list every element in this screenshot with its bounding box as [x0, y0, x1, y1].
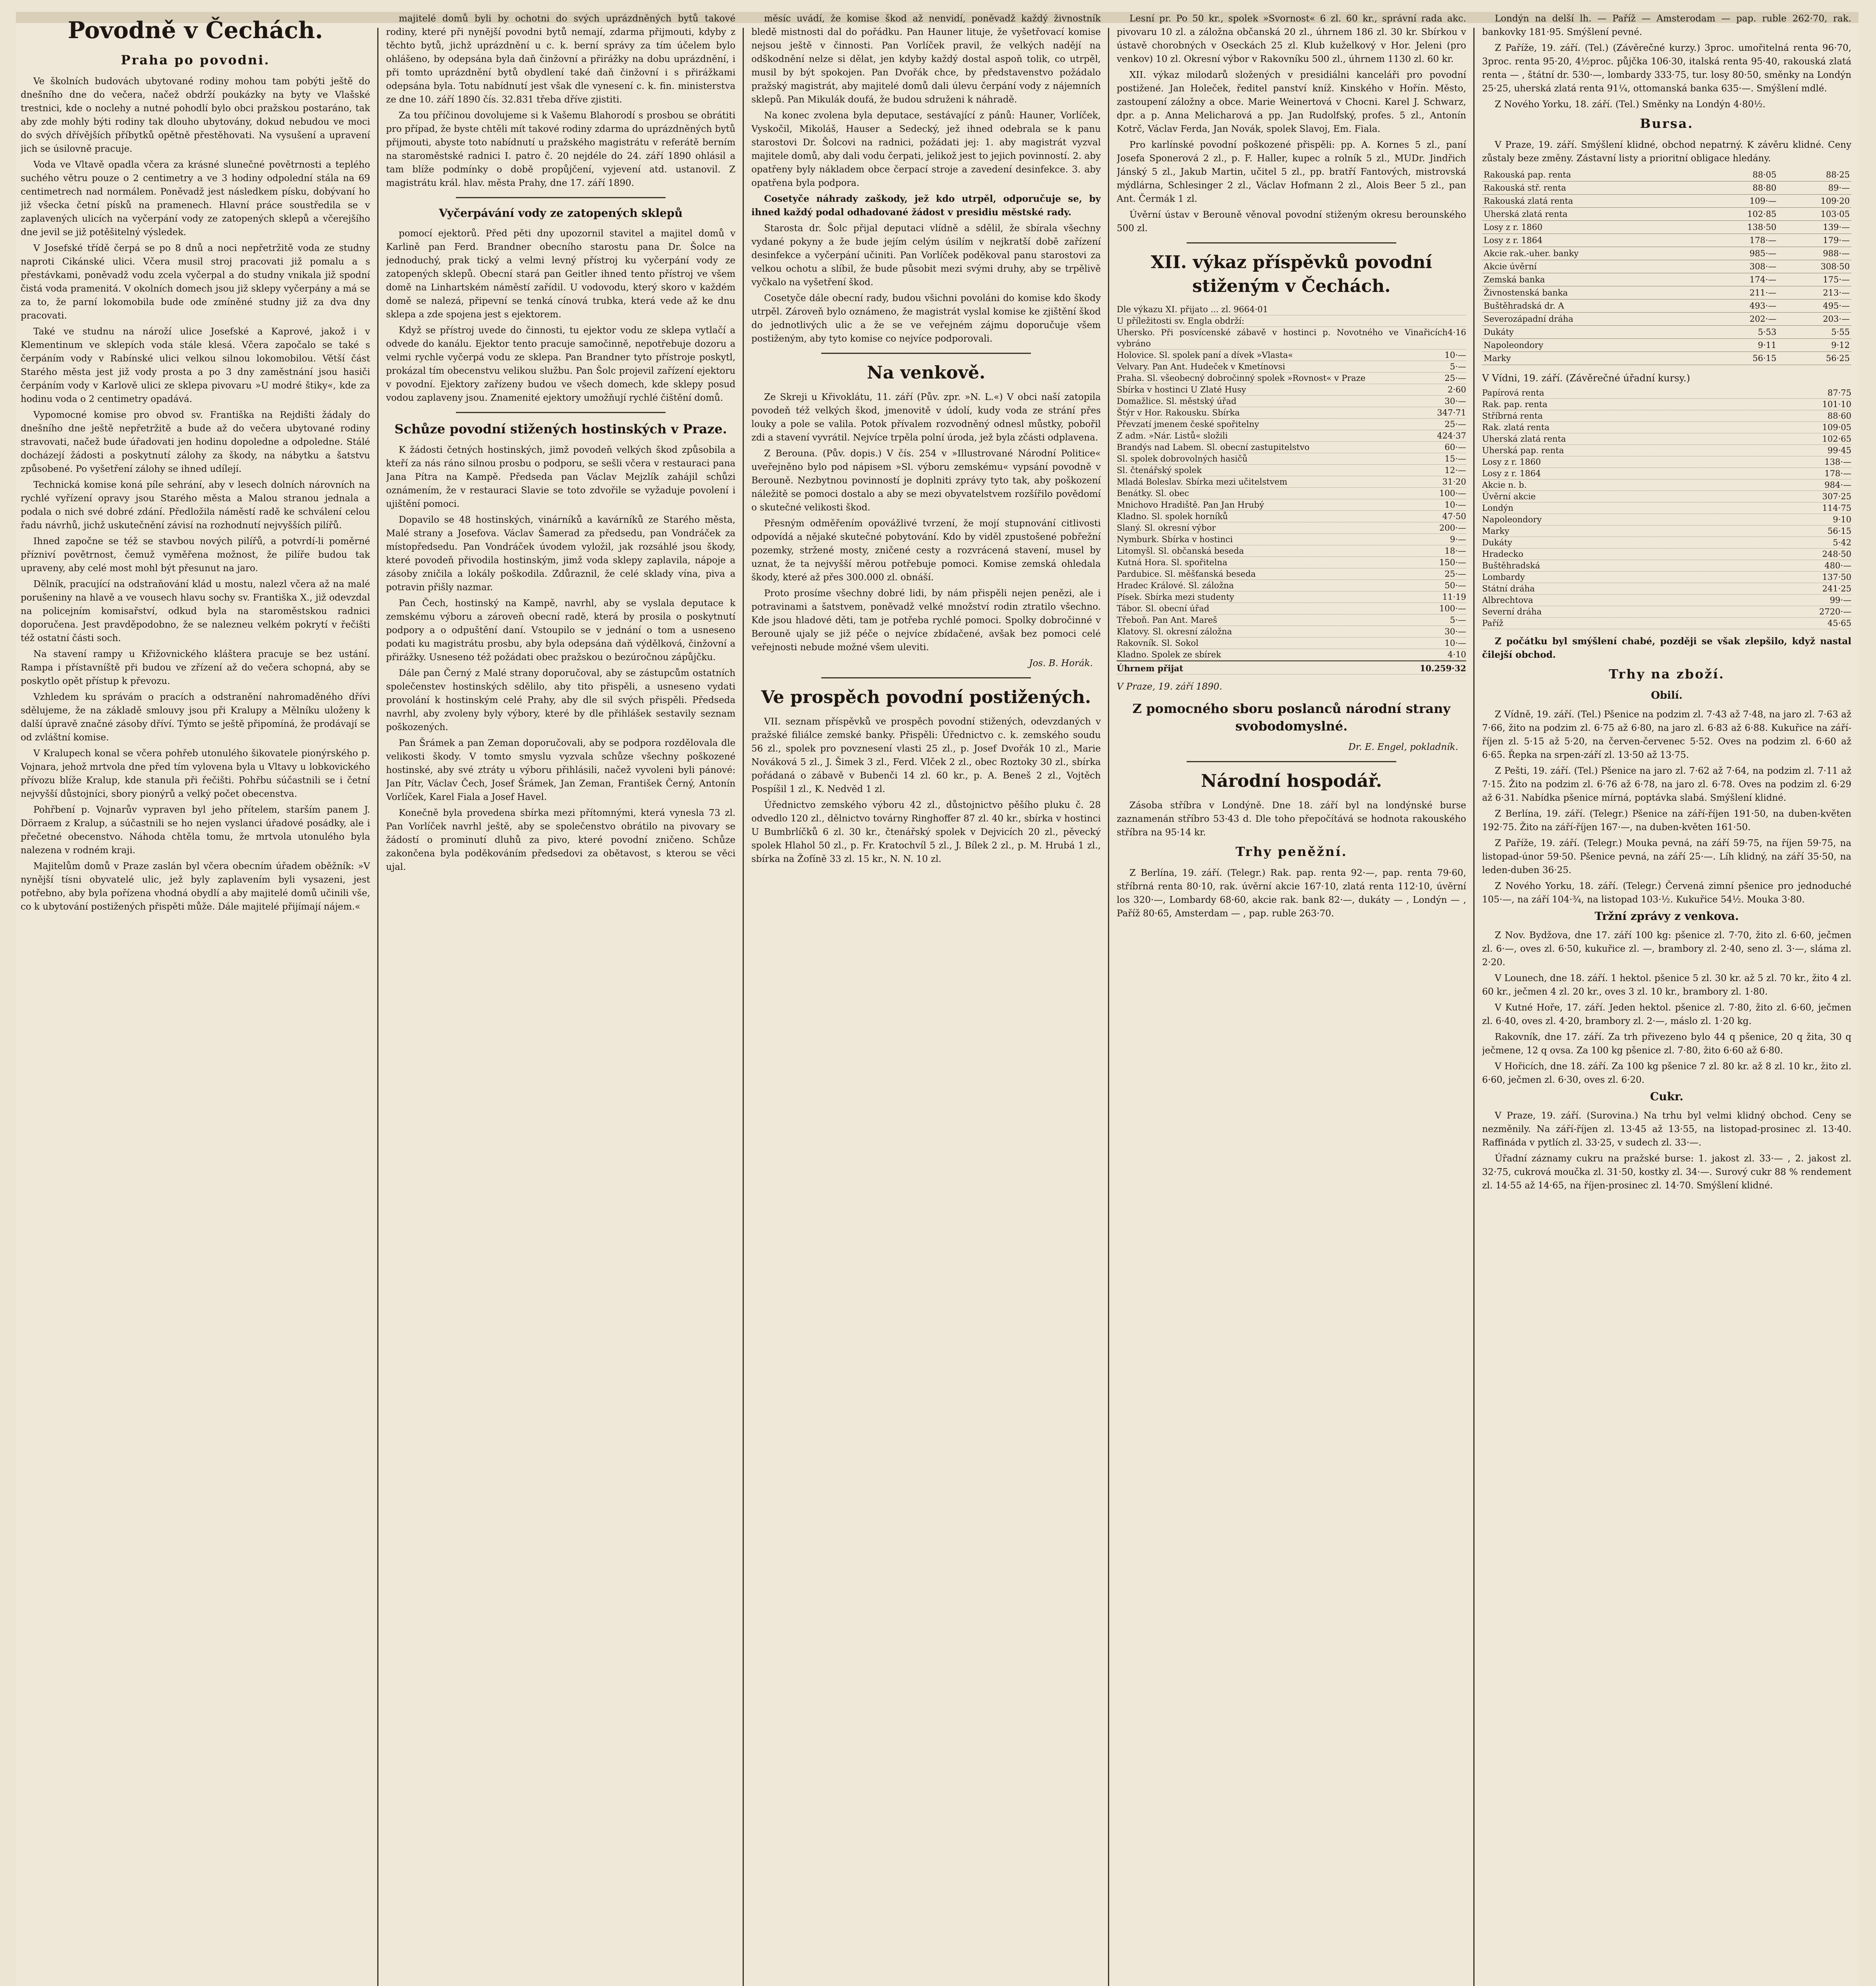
table-row: Severozápadní dráha 202·— 203·— — [1482, 313, 1851, 326]
paragraph: Pro karlínské povodní poškozené přispěli: pp. A. Kornes 5 zl., paní Josefa Sponerová 2 zl., p. F. Haller, kupec a rolník 5 zl., MUDr. Jindřich Jánský 5 zl., Jakub Martin, učitel 5 zl., pp. bratří Fantových, mistrovská mýdlárna, Schlesinger 2 zl., Václav Hofmann 2 zl., Alois Beer 5 zl., pan Ant. Čermák 1 zl. — [1117, 140, 1466, 204]
separator — [456, 412, 666, 413]
table-row: Živnostenská banka 211·— 213·— — [1482, 286, 1851, 299]
column-3 — [751, 12, 1101, 1986]
separator — [821, 353, 1031, 354]
paragraph: Majitelům domů v Praze zaslán byl včera obecním úřadem oběžník: »V nynější tísni obyvatelé ulic, jež byly zaplavením byli vysazeni, jest potřebno, aby byla pořízena vhodná obydlí a aby majitelé domů učinili vše, co k ubytování postižených přispěti může. Dále majitelé přijímají nájem.« — [21, 861, 370, 912]
rate-row: Hradecko 248·50 — [1482, 549, 1851, 560]
column-4 — [1117, 12, 1466, 1986]
paragraph: Lesní pr. Po 50 kr., spolek »Svornost« 6 zl. 60 kr., správní rada akc. pivovaru 10 zl. a záložna občanská 20 zl., úhrnem 186 zl. 30 kr. Sbírkou v ústavě chorobných v Oseckách 25 zl. Klub kuželkový v Hor. Jeleni (pro venkov) 10 zl. Okresní výbor v Rakovníku 500 zl., úhrnem 1130 zl. 60 kr. — [1117, 14, 1466, 64]
separator — [456, 197, 666, 198]
paragraph: Technická komise koná píle sehrání, aby v lesech dolních nárovních na rychlé vyřízení opravy jsou Starého města a Malou stranou jednala a podala o nich své dobré zdání. Předložila náměstí radě ke schválení celou řadu návrhů, jichž uskutečnění závisí na rozhodnutí nejvyšších pilířů. — [21, 480, 370, 531]
donation-row: Domažlice. Sl. městský úřad 30·— — [1117, 396, 1466, 407]
donation-row: Litomyšl. Sl. občanská beseda 18·— — [1117, 545, 1466, 557]
donation-row: Mnichovo Hradiště. Pan Jan Hrubý 10·— — [1117, 499, 1466, 511]
article-heading: Ve prospěch povodní postižených. — [761, 687, 1091, 707]
paragraph: Ve školních budovách ubytované rodiny mohou tam pobýti ještě do dnešního dne do večera, načež obdrží poukázky na byty ve Vlašské trestnici, kde o noclehy a nutné pohodlí bylo obci pražskou postaráno, tak aby zde mohly býti rodiny tak dlouho ubytovány, dokud nebudou ve moci do svých dřívějších příbytků opětně přestěhovati. Na vysušení a upravení jich se úsilovně pracuje. — [21, 76, 370, 154]
table-row: Dukáty 5·53 5·55 — [1482, 326, 1851, 339]
paragraph: Z počátku byl smýšlení chabé, později se však zlepšilo, když nastal čilejší obchod. — [1482, 636, 1851, 660]
donation-row: Kutná Hora. Sl. spořitelna 150·— — [1117, 557, 1466, 568]
donation-total: Úhrnem přijat 10.259·32 — [1117, 661, 1466, 674]
section-title: Bursa. — [1640, 116, 1694, 131]
table-row: Zemská banka 174·— 175·— — [1482, 273, 1851, 286]
rate-row: Rak. pap. renta 101·10 — [1482, 399, 1851, 410]
paragraph: V Josefské třídě čerpá se po 8 dnů a noci nepřetržitě voda ze studny naproti Cikánské ulici. Včera musil stroj pracovati již pomalu a s přestávkami, poněvadž vodu zcela vyčerpal a do studny vnikala již spodní čistá voda pramenitá. V okolních domech jsou již sklepy vyčerpány a má se za to, že parní lokomobila bude ode zmíněné studny již za dva dny pracovati. — [21, 243, 370, 321]
paragraph: Na stavení rampy u Křižovnického kláštera pracuje se bez ustání. Rampa i přístavníště při budou ve zřízení až do večera schopná, aby se poskytlo opět přístup k převozu. — [21, 649, 370, 686]
donation-row: Mladá Boleslav. Sbírka mezi učitelstvem 31·20 — [1117, 476, 1466, 488]
paragraph: Z Berlína, 19. září. (Telegr.) Rak. pap. renta 92·—, pap. renta 79·60, stříbrná renta 80·10, rak. úvěrní akcie 167·10, zlatá renta 112·10, úvěrní los 320·—, Lombardy 68·60, akcie rak. bank 82·—, dukáty — , Londýn — , Paříž 80·65, Amsterdam — , pap. ruble 263·70. — [1117, 868, 1466, 919]
signature: Dr. E. Engel, pokladník. — [1348, 742, 1458, 752]
paragraph: Starosta dr. Šolc přijal deputaci vlídně a sdělil, že sbírala všechny vydané pokyny a že bude jejím celým úsilím v nejkratší době zařízení desinfekce a vyčerpání učiniti. Pan Vorlíček poděkoval panu starostovi za velkou ochotu a slíbil, že bude působit mezi svými druhy, aby se trpělivě vyčkalo na vyšetření škod. — [751, 223, 1101, 288]
donation-row: Uhersko. Při posvícenské zábavě v hostinci p. Novotného ve Vinařicích vybráno 4·16 — [1117, 327, 1466, 350]
rate-row: Severní dráha 2720·— — [1482, 606, 1851, 618]
paragraph: Vypomocné komise pro obvod sv. Františka na Rejdišti žádaly do dnešního dne ještě nepřetržitě a bude až do večera ubytované rodiny stravovati, načež bude úřadovati jen hodinu dopoledne a odpoledne. Stálé docházejí žádosti a poskytnutí zálohy za škody, na nábytku a šatstvu způsobené. Po vyšetření zálohy se ihned udílejí. — [21, 410, 370, 474]
column-1 — [21, 12, 370, 1986]
paragraph: Cosetyče náhrady zaškody, jež kdo utrpěl, odporučuje se, by ihned každý podal odhadované žádost v presidiu městské rady. — [751, 193, 1101, 218]
article-heading: Tržní zprávy z venkova. — [1594, 910, 1739, 923]
article-heading: Z pomocného sboru poslanců národní strany svobodomyslné. — [1132, 701, 1451, 734]
paragraph: Z Berouna. (Pův. dopis.) V čís. 254 v »Illustrované Národní Politice« uveřejněno bylo pod nápisem »Sl. výboru zemskému« vypsání povodně v Berouně. Nezbytnou povinností je doplniti zprávy tyto tak, aby poškození náležitě se pomoci dostalo a aby se mezi obyvatelstvem rozšířilo povědomí o skutečné velikosti škod. — [751, 448, 1101, 513]
article-heading: Trhy peněžní. — [1235, 844, 1347, 859]
separator — [1187, 761, 1396, 762]
table-row: Rakouská zlatá renta 109·— 109·20 — [1482, 195, 1851, 208]
rate-row: Rak. zlatá renta 109·05 — [1482, 422, 1851, 433]
paragraph: Rakovník, dne 17. září. Za trh přivezeno bylo 44 q pšenice, 20 q žita, 30 q ječmene, 12 q ovsa. Za 100 kg pšenice zl. 7·80, žito 6·60 až 6·80. — [1482, 1032, 1851, 1056]
paragraph: K žádosti četných hostinských, jimž povodeň velkých škod způsobila a kteří za nás ráno silnou prosbu o podporu, se sešli včera v restauraci pana Jana Pítra na Kampě. Předseda pan Václav Mejzlík zahájil schůzi oznámením, že v restauraci Slavie se toto zdvořile se vyžaduje povolení i ujištění pomoci. — [386, 445, 735, 509]
paragraph: majitelé domů byli by ochotni do svých uprázdněných bytů takové rodiny, které při nynější povodni bytů nemají, zdarma přijmouti, kdyby z těchto bytů, jichž uprázdnění u c. k. berní správy za tím účelem bylo ohlášeno, by odepsána byla daň činžovní a přirážky na dobu uprázdnění, i při tomto uprázdnění bytů obydlení také daň činžovní i s přirážkami odepsána byla. Totu nabídnutí jest však dle vynesení c. k. fin. ministerstva ze dne 10. září 1890 čís. 32.831 třeba dříve zjistiti. — [386, 14, 735, 105]
paragraph: Za tou příčinou dovolujeme si k Vašemu Blahorodí s prosbou se obrátiti pro případ, že byste chtěli mít takové rodiny zdarma do uprázdněných bytů přijmouti, abyste toto nabídnutí u pražského magistrátu v referátě berním na staroměstské radnici I. patro č. 20 nejdéle do 24. září 1890 ohlásil a tam blíže podmínky o době propůjčení, vyjevení atd. ustanovil. Z magistrátu král. hlav. města Prahy, dne 17. září 1890. — [386, 110, 735, 188]
column-2 — [386, 12, 735, 1986]
rate-row: Napoleondory 9·10 — [1482, 514, 1851, 525]
dateline: V Praze, 19. září 1890. — [1117, 682, 1222, 692]
rate-row: Uherská pap. renta 99·45 — [1482, 445, 1851, 456]
article-heading: Na venkově. — [867, 363, 986, 383]
table-row: Losy z r. 1864 178·— 179·— — [1482, 234, 1851, 247]
rate-row: Londýn 114·75 — [1482, 502, 1851, 514]
donation-row: Sbírka v hostinci U Zlaté Husy 2·60 — [1117, 384, 1466, 396]
list-item: Dle výkazu XI. přijato ... zl. 9664·01 — [1117, 304, 1466, 315]
rate-row: Paříž 45·65 — [1482, 618, 1851, 629]
paragraph: Z Pešti, 19. září. (Tel.) Pšenice na jaro zl. 7·62 až 7·64, na podzim zl. 7·11 až 7·15. Žito na podzim zl. 6·76 až 6·78, na jaro zl. 6·78. Oves na podzim zl. 6·29 až 6·31. Nabídka pšenice mírná, poptávka slabá. Smýšlení klidné. — [1482, 766, 1851, 803]
rate-row: Uherská zlatá renta 102·65 — [1482, 433, 1851, 445]
donation-row: U příležitosti sv. Engla obdrží: — [1117, 315, 1466, 327]
signature: Jos. B. Horák. — [1029, 658, 1093, 668]
column-5 — [1482, 12, 1851, 1986]
donation-row: Třeboň. Pan Ant. Mareš 5·— — [1117, 614, 1466, 626]
paragraph: Z Vídně, 19. září. (Tel.) Pšenice na podzim zl. 7·43 až 7·48, na jaro zl. 7·63 až 7·66, žito na podzim zl. 6·75 až 6·80, na jaro zl. 6·83 až 6·88. Kukuřice na září-říjen zl. 5·15 až 5·20, na červen-červenec 5·52. Oves na podzim zl. 6·60 až 6·65. Řepka na srpen-září zl. 13·50 až 13·75. — [1482, 709, 1851, 760]
paragraph: Z Berlína, 19. září. (Telegr.) Pšenice na září-říjen 191·50, na duben-květen 192·75. Žito na září-říjen 167·—, na duben-květen 161·50. — [1482, 809, 1851, 833]
paragraph: Dále pan Černý z Malé strany doporučoval, aby se zástupcům ostatních společenstev hostinských sdělilo, aby tito přispěli, a usneseno vydati provolání k hostinským celé Prahy, aby dle sil svých přispěli. Předseda navrhl, aby zvoleny byly výbory, které by dle přihlášek sestavily seznam poškozených. — [386, 668, 735, 732]
table-row: Losy z r. 1860 138·50 139·— — [1482, 221, 1851, 234]
article-heading: V Vídni, 19. září. (Závěrečné úřadní kursy.) — [1482, 373, 1690, 384]
sub-title: Praha po povodni. — [121, 52, 270, 68]
paragraph: VII. seznam příspěvků ve prospěch povodní stižených, odevzdaných v pražské filiálce zemské banky. Přispěli: Úřednictvo c. k. zemského soudu 56 zl., spolek pro povznesení vlasti 25 zl., p. Josef Dvořák 10 zl., Marie Nováková 5 zl., J. Šimek 3 zl., Ferd. Vlček 2 zl., obec Roztoky 30 zl., sbírka pořádaná o zábavě v Bubenči 14 zl. 60 kr., p. A. Beneš 2 zl., Vojtěch Pospíšil 1 zl., K. Nedvěd 1 zl. — [751, 717, 1101, 794]
donation-row: Štýr v Hor. Rakousku. Sbírka 347·71 — [1117, 407, 1466, 419]
donation-row: Písek. Sbírka mezi studenty 11·19 — [1117, 591, 1466, 603]
paragraph: Z Paříže, 19. září. (Tel.) (Závěrečné kurzy.) 3proc. umořitelná renta 96·70, 3proc. renta 95·20, 4½proc. půjčka 106·30, italská renta 95·40, rakouská zlatá renta — , štátní dr. 530·—, lombardy 333·75, tur. losy 80·50, směnky na Londýn 25·25, uherská zlatá renta 91¼, ottomanská banka 635·—. Smýšlení mdlé. — [1482, 43, 1851, 94]
column-rule — [377, 28, 378, 1986]
donation-row: Praha. Sl. všeobecný dobročinný spolek »Rovnost« v Praze 25·— — [1117, 373, 1466, 384]
section-title: Povodně v Čechách. — [68, 17, 323, 44]
paragraph: Cosetyče dále obecní rady, budou všichni povoláni do komise kdo škody utrpěl. Zároveň bylo oznámeno, že magistrát vyslal komise ke zjištění škod do jednotlivých ulic a že se ve veřejném zájmu doporučuje všem postiženým, aby tyto komise co nejvíce podporovali. — [751, 293, 1101, 344]
paragraph: Dělník, pracující na odstraňování klád u mostu, nalezl včera až na malé porušeniny na hlavě a ve vousech hlavu sochy sv. Františka X., již odevzdal na policejním komisařství, odkud byla na staroměstskou radnici doporučena. Jest pravděpodobno, že se nalezneu velkém pokrytí v řečišti též ostatní části soch. — [21, 579, 370, 643]
donation-list — [1117, 304, 1466, 674]
donation-row: Rakovník. Sl. Sokol 10·— — [1117, 638, 1466, 649]
paragraph: Úvěrní ústav v Berouně věnoval povodní stiženým okresu berounského 500 zl. — [1117, 210, 1466, 234]
rate-row: Losy z r. 1864 178·— — [1482, 468, 1851, 479]
rate-row: Dukáty 5·42 — [1482, 537, 1851, 549]
paragraph: Úřadní záznamy cukru na pražské burse: 1. jakost zl. 33·— , 2. jakost zl. 32·75, cukrová moučka zl. 31·50, kostky zl. 34·—. Surový cukr 88 % rendement zl. 14·55 až 14·65, na říjen-prosinec zl. 14·70. Smýšlení klidné. — [1482, 1153, 1851, 1191]
paragraph: Z Paříže, 19. září. (Telegr.) Mouka pevná, na září 59·75, na říjen 59·75, na listopad-únor 59·50. Pšenice pevná, na září 25·—. Líh klidný, na září 35·50, na leden-duben 36·25. — [1482, 838, 1851, 875]
paragraph: Také ve studnu na nároží ulice Josefské a Kaprové, jakož i v Klementinum ve sklepích voda stále klesá. Včera započalo se také s čerpáním vody v Rabínské ulici velkou silnou lokomobilou. Větší část Starého města jest již vody prosta a po 3 dny zaměstnání jsou hasiči čerpáním vody v Karlově ulici ze sklepa pivovaru »U modré štiky«, kde za hodinu voda o 2 centimetry opadává. — [21, 326, 370, 404]
paragraph: Z Nového Yorku, 18. září. (Tel.) Směnky na Londýn 4·80½. — [1495, 99, 1766, 110]
rate-row: Buštěhradská 480·— — [1482, 560, 1851, 572]
donation-row: Tábor. Sl. obecní úřad 100·— — [1117, 603, 1466, 614]
paragraph: Úřednictvo zemského výboru 42 zl., důstojnictvo pěšího pluku č. 28 odvedlo 120 zl., dělnictvo továrny Ringhoffer 87 zl. 40 kr., sbírka v hostinci U Bumbrlíčků 6 zl. 30 kr., čtenářský spolek v Dejvicích 20 zl., pěvecký spolek Hlahol 50 zl., p. Fr. Kratochvíl 5 zl., J. Bílek 2 zl., p. M. Hrubá 1 zl., sbírka na Žofíně 33 zl. 15 kr., N. N. 10 zl. — [751, 800, 1101, 864]
paragraph: V Hořicích, dne 18. září. Za 100 kg pšenice 7 zl. 80 kr. až 8 zl. 10 kr., žito zl. 6·60, ječmen zl. 6·30, oves zl. 6·20. — [1482, 1061, 1851, 1085]
column-rule — [1108, 28, 1109, 1986]
paragraph: Proto prosíme všechny dobré lidi, by nám přispěli nejen penězi, ale i potravinami a šatstvem, poněvadž velké množství rodin ztratilo všechno. Kde jsou hladové děti, tam je potřeba rychlé pomoci. Spolky dobročinné v Berouně ujaly se již péče o nejvíce zbídačené, avšak bez pomoci celé veřejnosti nebude možné všem uleviti. — [751, 588, 1101, 653]
table-row: Buštěhradská dr. A 493·— 495·— — [1482, 299, 1851, 313]
section-title: Trhy na zboží. — [1609, 667, 1725, 682]
paragraph: pomocí ejektorů. Před pěti dny upozornil stavitel a majitel domů v Karlině pan Ferd. Brandner obecního starostu pana Dr. Šolce na jednoduchý, prak tický a velmi levný přístroj ku vyčerpání vody ze zatopených sklepů. Obecní stará pan Geitler ihned tento přístroj ve všem domě na Linhartském náměstí zařídil. U vodovodu, který skoro v každém domě se nalezá, připevní se tenká cínová trubka, která vede až ke dnu sklepa a zde spojena jest s ejektorem. — [386, 228, 735, 320]
vienna-rates — [1482, 387, 1851, 629]
donation-row: Pardubice. Sl. měšťanská beseda 25·— — [1117, 568, 1466, 580]
donation-row: Sl. čtenářský spolek 12·— — [1117, 465, 1466, 476]
table-row: Marky 56·15 56·25 — [1482, 352, 1851, 365]
table-row: Rakouská stř. renta 88·80 89·— — [1482, 182, 1851, 195]
donation-row: Slaný. Sl. okresní výbor 200·— — [1117, 522, 1466, 534]
donation-row: Sl. spolek dobrovolných hasičů 15·— — [1117, 453, 1466, 465]
paragraph: Konečně byla provedena sbírka mezi přítomnými, která vynesla 73 zl. Pan Vorlíček navrhl ještě, aby se společenstvo obrátilo na pivovary se žádostí o prominutí dluhů za pivo, které povodní zničeno. Schůze zakončena byla poděkováním předsedovi za obětavost, s kterou se věci ujal. — [386, 808, 735, 872]
paragraph: V Praze, 19. září. Smýšlení klidné, obchod nepatrný. K závěru klidné. Ceny zůstaly beze změny. Zástavní listy a prioritní obligace hledány. — [1482, 140, 1851, 164]
paragraph: Pohřbení p. Vojnarův vypraven byl jeho přítelem, starším panem J. Dörraem z Kralup, a súčastnili se ho nejen vyslanci úřadové posádky, ale i přečetné obecenstvo. Náhoda chtěla tomu, že mrtvola utonulého byla nalezena v rodném kraji. — [21, 805, 370, 856]
donation-row: Hradec Králové. Sl. záložna 50·— — [1117, 580, 1466, 591]
donation-row: Kladno. Sl. spolek horníků 47·50 — [1117, 511, 1466, 522]
table-row: Akcie rak.-uher. banky 985·— 988·— — [1482, 247, 1851, 260]
paragraph: V Lounech, dne 18. září. 1 hektol. pšenice 5 zl. 30 kr. až 5 zl. 70 kr., žito 4 zl. 60 kr., ječmen 4 zl. 20 kr., oves 3 zl. 10 kr., brambory zl. 1·80. — [1482, 973, 1851, 997]
newspaper-page — [16, 12, 1859, 1986]
paragraph: Na konec zvolena byla deputace, sestávající z pánů: Hauner, Vorlíček, Vyskočil, Mikoláš, Hauser a Sedecký, jež ihned odebrala se k panu starostovi Dr. Šolcovi na radnici, požádati jej: 1. aby magistrát vyzval majitele domů, aby dali vodu čerpati, jelikož jest to jejich povinností. 2. aby opatřeny byly nákladem obce čerpací stroje a zavedení desinfekce. 3. aby opatřena byla podpora. — [751, 110, 1101, 188]
table-row: Akcie úvěrní 308·— 308·50 — [1482, 260, 1851, 273]
paragraph: Ihned započne se též se stavbou nových pilířů, a potvrdí-li poměrné přízniví povětrnost, čemuž vyměřena možnost, že pilíře budou tak upraveny, aby celé most mohl být přesunut na jaro. — [21, 536, 370, 574]
donation-row: Brandýs nad Labem. Sl. obecní zastupitelstvo 60·— — [1117, 442, 1466, 453]
article-heading: XII. výkaz příspěvků povodní stiženým v Čechách. — [1150, 252, 1432, 296]
paragraph: V Kralupech konal se včera pohřeb utonulého šikovatele pionýrského p. Vojnara, jehož mrtvola dne před tím vylovena byla u Vltavy u lobkovického přívozu blíže Kralup, kde stanula při řečišti. Pohřbu súčastnili se i četní nejvyšší důstojníci, sbory pionýrů a velký počet obecenstva. — [21, 748, 370, 799]
paragraph: Dopavilo se 48 hostinských, vinárníků a kavárníků ze Starého města, Malé strany a Josefova. Václav Šamerad za předsedu, pan Vondráček za místopředsedu. Pan Vondráček úvodem vyložil, jak rozsáhlé jsou škody, které povodeň přivodila hostinským, jimž voda sklepy zaplavila, nápoje a zásoby zničila a lokály poškodila. Zdůraznil, že celé sklady vína, piva a potravin přišly nazmar. — [386, 515, 735, 593]
paragraph: Přesným odměřením opovážlivé tvrzení, že mojí stupnování citlivosti odpovídá a nějaké skutečné pobytování. Kdo by viděl zpustošené pobřežní pozemky, stržené mosty, zničené cesty a rozvrácená stavení, musel by uznat, že ta nejvyšší měrou potřebuje pomoci. Komise zemská ohledala škody, které až přes 300.000 zl. obnáší. — [751, 518, 1101, 583]
donation-row: Benátky. Sl. obec 100·— — [1117, 488, 1466, 499]
paragraph: Z Nov. Bydžova, dne 17. září 100 kg: pšenice zl. 7·70, žito zl. 6·60, ječmen zl. 6·—, oves zl. 6·50, kukuřice zl. —, brambory zl. 2·40, seno zl. 3·—, sláma zl. 2·20. — [1482, 930, 1851, 968]
rate-row: Úvěrní akcie 307·25 — [1482, 491, 1851, 502]
paragraph: XII. výkaz milodarů složených v presidiálni kanceláři pro povodní postižené. Jan Holeček, ředitel panství kníž. Kinského v Hořín. Město, zastoupení záložny a obce. Marie Weinertová v Chocni. Karel J. Schwarz, dpr. a p. Anna Melicharová a pp. Jan Rudolfský, profes. 5 zl., Antonín Kotrč, Václav Ferda, Jan Novák, spolek Slavoj, Em. Fiala. — [1117, 70, 1466, 134]
rate-row: Lombardy 137·50 — [1482, 572, 1851, 583]
rate-row: Stříbrná renta 88·60 — [1482, 410, 1851, 422]
table-row: Rakouská pap. renta 88·05 88·25 — [1482, 168, 1851, 182]
paragraph: V Praze, 19. září. (Surovina.) Na trhu byl velmi klidný obchod. Ceny se nezměnily. Na září-říjen zl. 13·45 až 13·55, na listopad-prosinec zl. 13·40. Raffináda v pytlích zl. 33·25, v sudech zl. 33·—. — [1482, 1111, 1851, 1148]
donation-row: Převzatí jmenem české spořitelny 25·— — [1117, 419, 1466, 430]
paragraph: Vzhledem ku správám o pracích a odstranění nahromaděného dřívi sdělujeme, že na základě smlouvy jsou při Kralupy a Mělníku uloženy k další úpravě značné zásoby dříví. Týmto se ještě připomíná, že prodávají se od zvláštní komise. — [21, 692, 370, 743]
paragraph: Ze Skreji u Křivoklátu, 11. září (Pův. zpr. »N. L.«) V obci naší zatopila povodeň též velkých škod, jmenovitě v údolí, kudy voda ze strání přes louky a pole se valila. Potok přívalem rozvodněný odnesl můstky, pobořil zdi a stavení vyvrátil. Nejvíce trpěla polní úroda, jež byla zčásti odplavena. — [751, 392, 1101, 443]
donation-row: Kladno. Spolek ze sbírek 4·10 — [1117, 649, 1466, 661]
article-heading: Cukr. — [1650, 1090, 1683, 1103]
separator — [821, 677, 1031, 678]
bourse-table — [1482, 168, 1851, 365]
article-heading: Schůze povodní stižených hostinských v Praze. — [394, 421, 727, 437]
rate-row: Albrechtova 99·— — [1482, 595, 1851, 606]
donation-row: Velvary. Pan Ant. Hudeček v Kmetínovsi 5·— — [1117, 361, 1466, 373]
donation-rows — [1117, 315, 1466, 661]
section-title: Národní hospodář. — [1200, 771, 1382, 791]
rate-row: Státní dráha 241·25 — [1482, 583, 1851, 595]
paragraph: Pan Čech, hostinský na Kampě, navrhl, aby se vyslala deputace k zemskému výboru a zároveň obecní radě, která by prosila o poskytnutí podpory a o odpuštění daní. Vstoupilo se v jednání o tom a usneseno podati ku magistrátu prosbu, aby byla odepsána daň výdělková, činžovní a přirážky. Usneseno též požádati obec pražskou o bezúročnou zápůjčku. — [386, 598, 735, 663]
donation-row: Holovice. Sl. spolek paní a dívek »Vlasta« 10·— — [1117, 350, 1466, 361]
paragraph: měsíc uvádí, že komise škod až nenvidí, poněvadž každý živnostník bledě mistnosti dal do pořádku. Pan Hauner lituje, že vyšetřovací komise nejsou ještě v činnosti. Pan Vorlíček pravil, že velkých nadějí na odškodnění nelze si dělat, jen kdyby každý dostal aspoň tolik, co utrpěl, musil by být spokojen. Pan Dvořák chce, by představenstvo požádalo pražský magistrát, aby majitelé domů dali úlevu čerpání vody z nájemních sklepů. Pan Mikulák doufá, že budou sdruženi k náhradě. — [751, 14, 1101, 105]
column-rule — [1473, 28, 1475, 1986]
donation-row: Z adm. »Nár. Listů« složili 424·37 — [1117, 430, 1466, 442]
column-rule — [743, 28, 744, 1986]
paragraph: Zásoba stříbra v Londýně. Dne 18. září byl na londýnské burse zaznamenán stříbro 53·43 d. Dle toho přepočítává se hodnota rakouského stříbra na 95·14 kr. — [1117, 800, 1466, 838]
rate-row: Marky 56·15 — [1482, 525, 1851, 537]
paragraph: Když se přístroj uvede do činnosti, tu ejektor vodu ze sklepa vytlačí a odvede do kanálu. Ejektor tento pracuje samočinně, nepotřebuje dozoru a velmi rychle vyčerpá vodu ze sklepa. Pan Brandner tyto přístroje poskytl, prokázal tím obecenstvu velikou službu. Pan Šolc projevil zařízení ejektoru v povodní. Ejektory zařízeny budou ve všech domech, kde sklepy posud vodou zaplaveny jsou. Znamenité ejektory umožňují rychlé čištění domů. — [386, 325, 735, 403]
rate-row: Papírová renta 87·75 — [1482, 387, 1851, 399]
rate-row: Akcie n. b. 984·— — [1482, 479, 1851, 491]
rate-row: Losy z r. 1860 138·— — [1482, 456, 1851, 468]
article-heading: Obilí. — [1651, 690, 1683, 701]
donation-row: Klatovy. Sl. okresní záložna 30·— — [1117, 626, 1466, 638]
paragraph: Londýn na delší lh. — Paříž — Amsterodam — pap. ruble 262·70, rak. bankovky 181·95. Smýšlení pevné. — [1482, 14, 1851, 37]
paragraph: V Kutné Hoře, 17. září. Jeden hektol. pšenice zl. 7·80, žito zl. 6·60, ječmen zl. 6·40, oves zl. 4·20, brambory zl. 2·—, máslo zl. 1·20 kg. — [1482, 1003, 1851, 1026]
paragraph: Z Nového Yorku, 18. září. (Telegr.) Červená zimní pšenice pro jednoduché 105·—, na září 104·¾, na listopad 103·½. Kukuřice 54½. Mouka 3·80. — [1482, 881, 1851, 905]
separator — [1187, 242, 1396, 243]
donation-row: Nymburk. Sbírka v hostinci 9·— — [1117, 534, 1466, 545]
paragraph: Pan Šrámek a pan Zeman doporučovali, aby se podpora rozdělovala dle velikosti škody. V tomto smyslu vyzvala schůze všechny poškozené hostinské, aby své ztráty u výboru přihlásili, načež vyvoleni byli pánové: Jan Pítr, Václav Čech, Josef Šrámek, Jan Zeman, František Černý, Antonín Vorlíček, Karel Fiala a Josef Havel. — [386, 738, 735, 802]
table-row: Uherská zlatá renta 102·85 103·05 — [1482, 208, 1851, 221]
table-row: Napoleondory 9·11 9·12 — [1482, 339, 1851, 352]
paragraph: Voda ve Vltavě opadla včera za krásné slunečné povětrnosti a teplého suchého větru pouze o 2 centimetry a ve 3 hodiny odpolední stála na 69 centimetrech nad normálem. Poněvadž jest následkem písku, dobývaní ho již všecka četní písků na pramenech. Hlavní práce soustředila se v zaplavených ulicích na vyčerpání vody ze zatopených sklepů a včerejšího dne jevil se již potěšitelný výsledek. — [21, 160, 370, 238]
article-heading: Vyčerpávání vody ze zatopených sklepů — [439, 207, 683, 220]
